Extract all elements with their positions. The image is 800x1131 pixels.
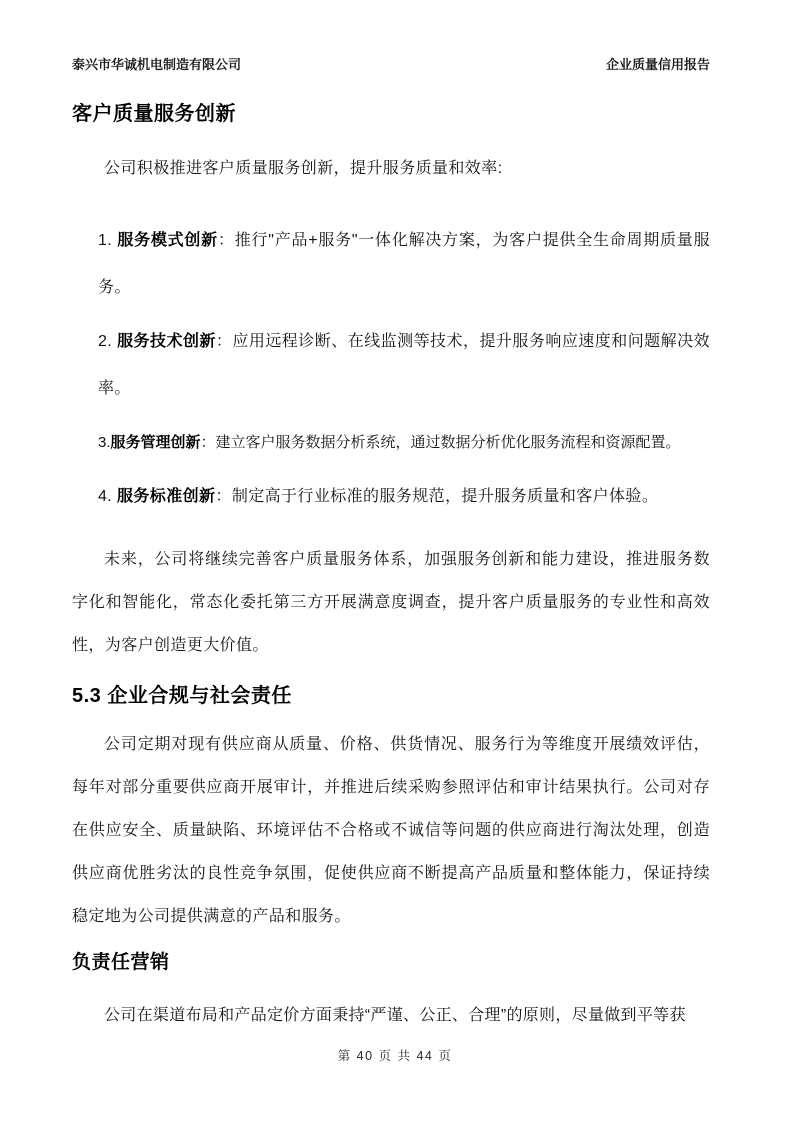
page-footer [0,1046,790,1064]
item-colon: ： [217,232,235,249]
item-text: 建立客户服务数据分析系统，通过数据分析优化服务流程和资源配置。 [215,434,681,451]
page-number-indicator: 第 40 页 共 44 页 [337,1049,453,1063]
compliance-paragraph: 公司定期对现有供应商从质量、价格、供货情况、服务行为等维度开展绩效评估，每年对部分重要供应商开展审计，并推进后续采购参照评估和审计结果执行。公司对存在供应安全、质量缺陷、环境评估不合格或不诚信等问题的供应商进行淘汰处理，创造供应商优胜劣汰的良性竞争氛围，促使供应商不断提高产品质量和整体能力，保证持续稳定地为公司提供满意的产品和服务。 [72,736,710,925]
item-colon: ： [215,333,233,350]
item-number: 1. [98,232,118,249]
item-number: 4. [98,488,117,505]
service-innovation-item [98,473,710,520]
item-colon: ： [200,434,216,451]
item-text: 推行"产品+服务"一体化解决方案，为客户提供全生命周期质量服 务。 [98,232,710,296]
service-innovation-intro: 公司积极推进客户质量服务创新，提升服务质量和效率: [104,160,503,177]
service-innovation-item [98,419,710,466]
item-colon: ： [215,488,232,505]
item-text: 应用远程诊断、在线监测等技术，提升服务响应速度和问题解决效率。 [98,333,710,397]
service-innovation-item [98,217,710,311]
item-number: 2. [98,333,118,350]
heading-responsible-marketing: 负责任营销 [72,952,170,973]
item-label: 服务标准创新 [117,488,216,505]
page-content [72,0,710,1037]
item-label: 服务技术创新 [117,333,216,350]
service-innovation-list [72,217,710,520]
header-report-title: 企业质量信用报告 [605,57,710,72]
item-label: 服务模式创新 [117,232,218,249]
item-text: 制定高于行业标准的服务规范，提升服务质量和客户体验。 [231,488,659,505]
item-label: 服务管理创新 [110,434,201,451]
item-number: 3. [98,434,111,451]
page-header [72,0,710,73]
responsible-marketing-paragraph: 公司在渠道布局和产品定价方面秉持“严谨、公正、合理”的原则，尽量做到平等获 [104,1007,686,1024]
service-innovation-item [98,318,710,412]
header-company-name: 泰兴市华诚机电制造有限公司 [72,57,242,72]
heading-customer-quality-service-innovation: 客户质量服务创新 [72,103,236,125]
service-innovation-outlook: 未来，公司将继续完善客户质量服务体系，加强服务创新和能力建设，推进服务数字化和智能化，常态化委托第三方开展满意度调查，提升客户质量服务的专业性和高效性，为客户创造更大价值。 [72,551,710,654]
heading-compliance-social-responsibility: 5.3 企业合规与社会责任 [72,685,292,707]
